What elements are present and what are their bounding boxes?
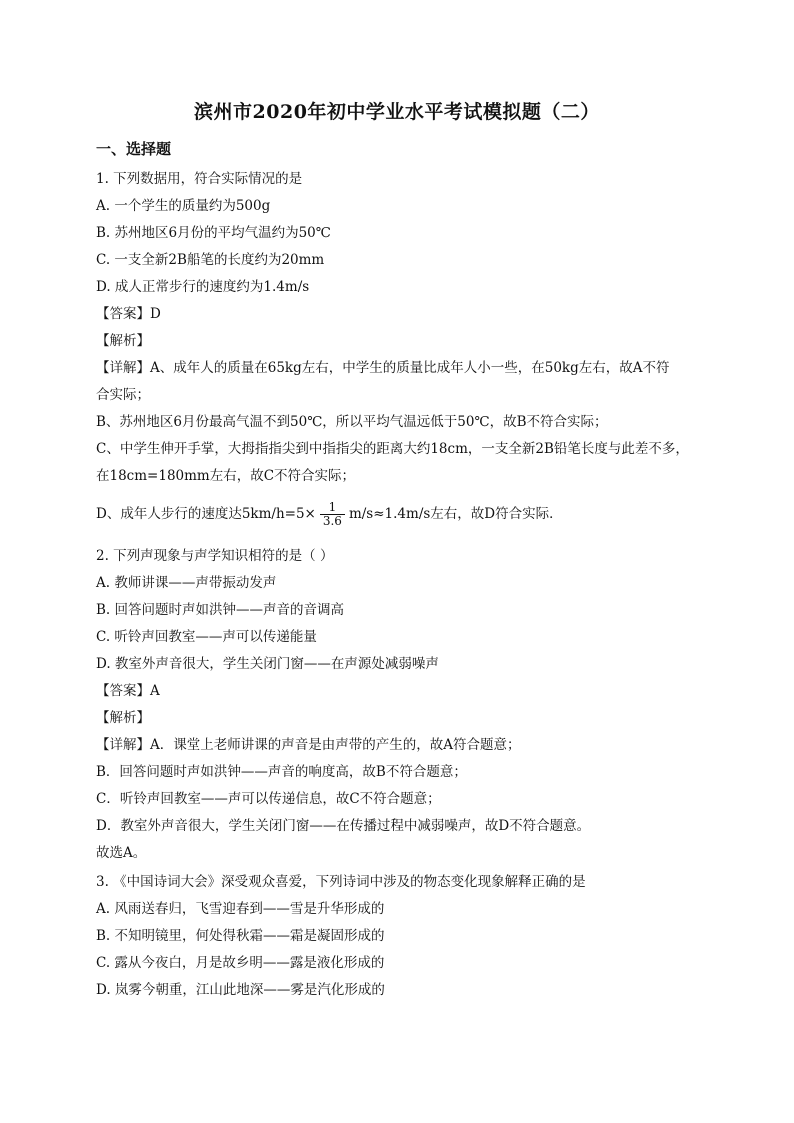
question-3-option-c: C. 露从今夜白，月是故乡明——露是液化形成的: [96, 955, 385, 971]
question-3-option-b: B. 不知明镜里，何处得秋霜——霜是凝固形成的: [96, 928, 385, 944]
question-2-option-d: D. 教室外声音很大，学生关闭门窗——在声源处减弱噪声: [96, 656, 439, 672]
question-1-detail-line-5: 在18cm=180mm左右，故C不符合实际；: [96, 468, 356, 484]
fraction: [320, 501, 345, 528]
question-1-option-c: C. 一支全新2B船笔的长度约为20mm: [96, 252, 325, 268]
question-3-stem: 3. 《中国诗词大会》深受观众喜爱，下列诗词中涉及的物态变化现象解释正确的是: [96, 874, 586, 890]
section-heading: 一、选择题: [96, 140, 172, 158]
page-title: 滨州市2020年初中学业水平考试模拟题（二）: [194, 101, 600, 123]
question-2-stem: 2. 下列声现象与声学知识相符的是（ ）: [96, 548, 334, 564]
question-1-detail-line-3: B、苏州地区6月份最高气温不到50℃，所以平均气温远低于50℃，故B不符合实际；: [96, 414, 608, 430]
question-1-analysis-label: 【解析】: [96, 333, 150, 349]
detail-text-before-fraction: D、成年人步行的速度达5km/h=5×: [96, 506, 316, 522]
question-2-answer: 【答案】A: [96, 683, 160, 699]
question-1-stem: 1. 下列数据用，符合实际情况的是: [96, 171, 303, 187]
question-1-detail-line-2: 合实际；: [96, 387, 150, 403]
question-2-analysis-label: 【解析】: [96, 710, 150, 726]
detail-text-after-fraction: m/s≈1.4m/s左右，故D符合实际．: [348, 506, 563, 522]
fraction-denominator: 3.6: [322, 514, 342, 528]
question-2-detail-line-1: 【详解】A．课堂上老师讲课的声音是由声带的产生的，故A符合题意；: [96, 737, 521, 753]
question-1-answer: 【答案】D: [96, 306, 161, 322]
question-1-detail-line-1: 【详解】A、成年人的质量在65kg左右，中学生的质量比成年人小一些，在50kg左右，故A不符: [96, 360, 670, 376]
question-1-option-d: D. 成人正常步行的速度约为1.4m/s: [96, 279, 310, 295]
question-2-detail-line-3: C．听铃声回教室——声可以传递信息，故C不符合题意；: [96, 791, 441, 807]
question-1-option-a: A. 一个学生的质量约为500g: [96, 198, 271, 214]
question-2-option-c: C. 听铃声回教室——声可以传递能量: [96, 629, 317, 645]
question-2-detail-line-4: D．教室外声音很大，学生关闭门窗——在传播过程中减弱噪声，故D不符合题意。: [96, 818, 591, 834]
question-3-option-d: D. 岚雾今朝重，江山此地深——雾是汽化形成的: [96, 982, 385, 998]
question-2-detail-line-5: 故选A。: [96, 845, 147, 861]
question-1-detail-line-4: C、中学生伸开手掌，大拇指指尖到中指指尖的距离大约18cm，一支全新2B铅笔长度与此差不多，: [96, 441, 689, 457]
question-2-option-a: A. 教师讲课——声带振动发声: [96, 575, 277, 591]
question-2-option-b: B. 回答问题时声如洪钟——声音的音调高: [96, 602, 345, 618]
question-2-detail-line-2: B．回答问题时声如洪钟——声音的响度高，故B不符合题意；: [96, 764, 467, 780]
question-1-detail-line-6: [96, 501, 563, 528]
question-1-option-b: B. 苏州地区6月份的平均气温约为50℃: [96, 225, 331, 241]
question-3-option-a: A. 风雨送春归，飞雪迎春到——雪是升华形成的: [96, 901, 385, 917]
fraction-numerator: 1: [320, 501, 345, 515]
